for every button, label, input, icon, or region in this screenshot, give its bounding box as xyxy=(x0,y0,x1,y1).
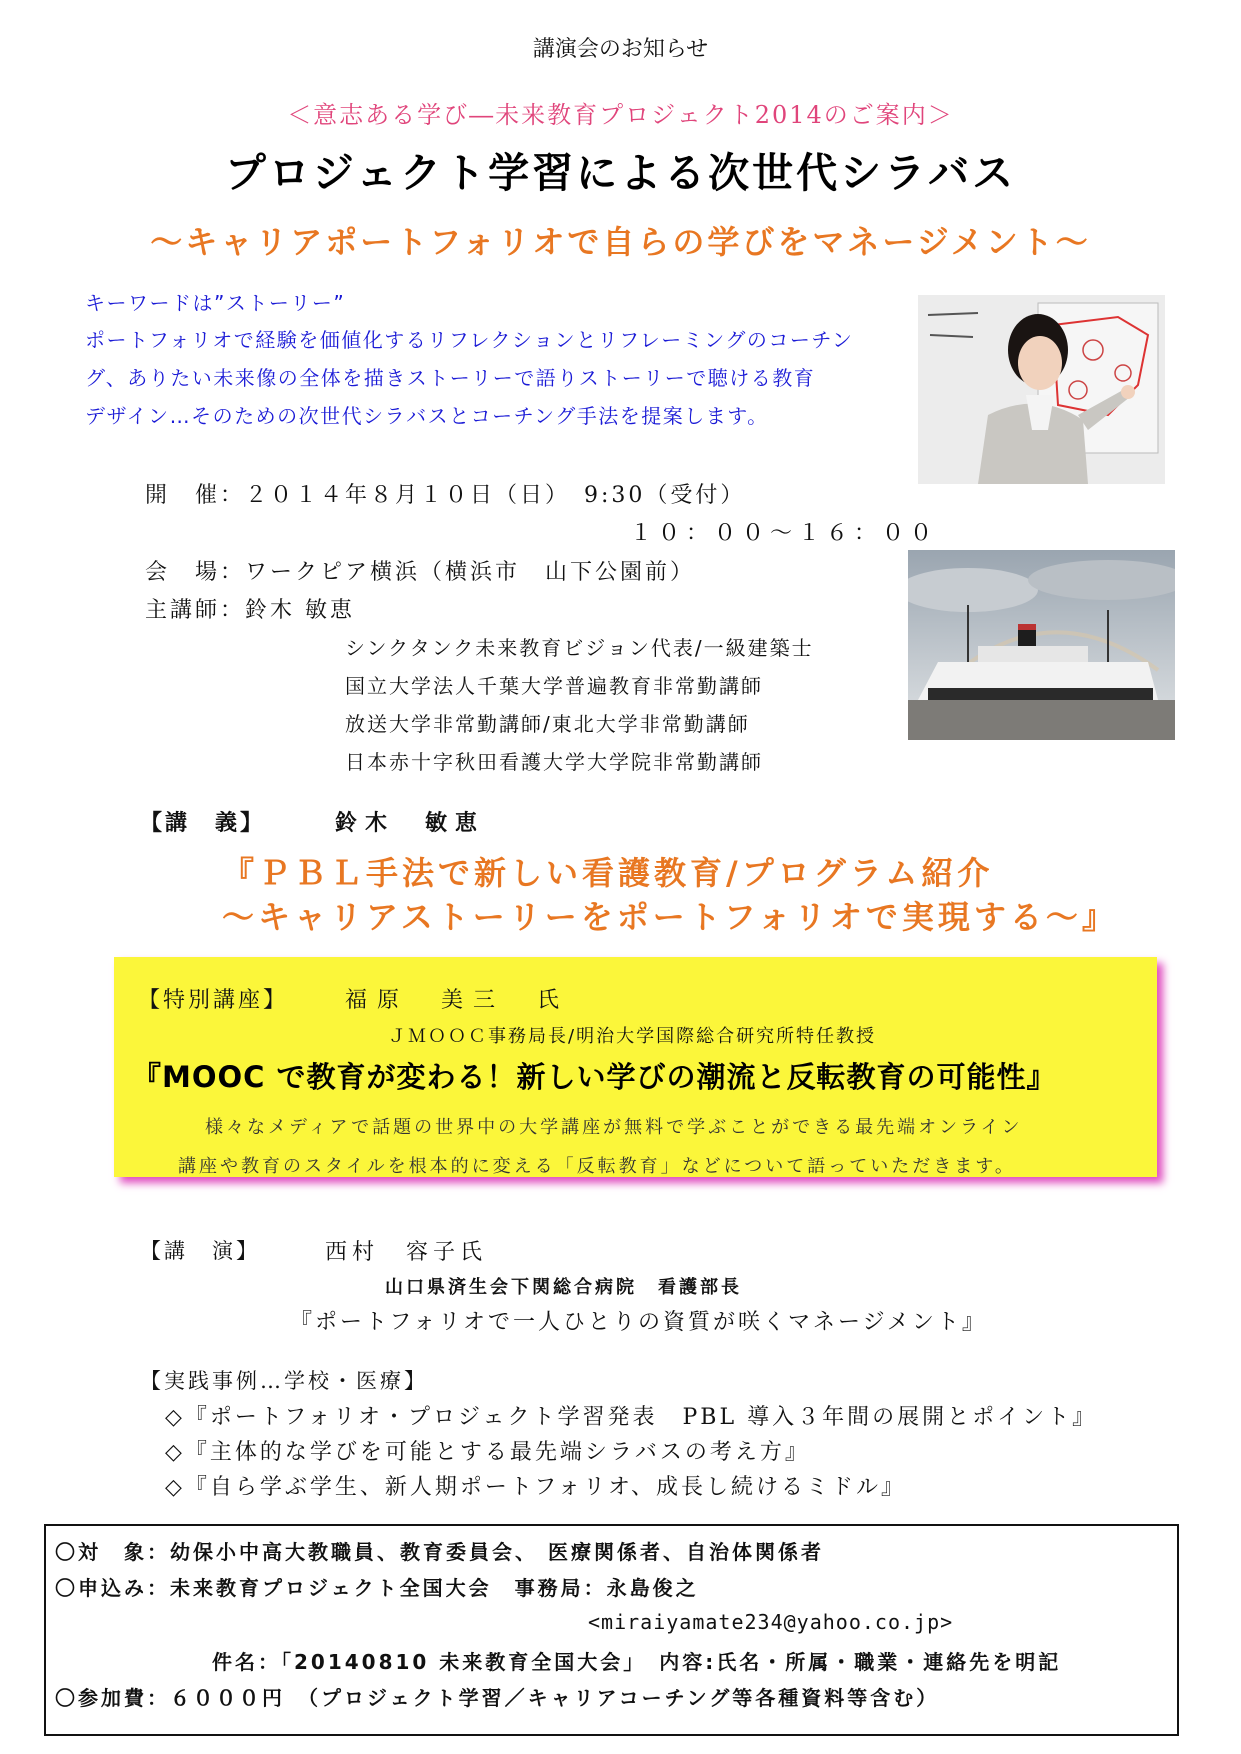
lecturer-credential: 放送大学非常勤講師/東北大学非常勤講師 xyxy=(345,712,750,736)
lecture-title-line1: 『ＰＢＬ手法で新しい看護教育/プログラム紹介 xyxy=(222,854,994,892)
talk-title: 『ポートフォリオで一人ひとりの資質が咲くマネージメント』 xyxy=(290,1310,987,1335)
lecture-speaker: 鈴木 敏恵 xyxy=(335,810,486,836)
main-lecturer: 主講師：鈴木 敏恵 xyxy=(145,598,355,623)
application-info: 〇申込み：未来教育プロジェクト全国大会 事務局：永島俊之 xyxy=(55,1576,699,1600)
special-course-title: 『MOOC で教育が変わる！新しい学びの潮流と反転教育の可能性』 xyxy=(132,1060,1057,1094)
special-course-description: 講座や教育のスタイルを根本的に変える「反転教育」などについて語っていただきます。 xyxy=(178,1156,1016,1177)
special-course-speaker: 福原 美三 氏 xyxy=(345,988,570,1013)
notice-title: 講演会のお知らせ xyxy=(532,37,709,62)
page-subtitle: ～キャリアポートフォリオで自らの学びをマネージメント～ xyxy=(150,223,1091,261)
cases-label: 【実践事例…学校・医療】 xyxy=(140,1369,428,1393)
event-date: 開 催：２０１４年８月１０日（日） 9:30（受付） xyxy=(145,483,746,508)
participation-fee: 〇参加費：６０００円 （プロジェクト学習／キャリアコーチング等各種資料等含む） xyxy=(55,1686,940,1710)
lecture-title-line2: ～キャリアストーリーをポートフォリオで実現する～』 xyxy=(222,898,1118,936)
page-title: プロジェクト学習による次世代シラバス xyxy=(224,149,1017,197)
event-venue: 会 場：ワークピア横浜（横浜市 山下公園前） xyxy=(145,560,696,585)
event-time: １０：００～１６：００ xyxy=(630,521,939,546)
case-item: ◇『ポートフォリオ・プロジェクト学習発表 PBL 導入３年間の展開とポイント』 xyxy=(165,1405,1098,1430)
guide-line: ＜意志ある学び―未来教育プロジェクト2014のご案内＞ xyxy=(287,101,954,129)
keyword-line: デザイン…そのための次世代シラバスとコーチング手法を提案します。 xyxy=(85,404,769,428)
keyword-line: グ、ありたい未来像の全体を描きストーリーで語りストーリーで聴ける教育 xyxy=(85,366,816,390)
target-audience: 〇対 象：幼保小中高大教職員、教育委員会、 医療関係者、自治体関係者 xyxy=(55,1540,824,1564)
keyword-title: キーワードは”ストーリー” xyxy=(85,291,346,315)
case-item: ◇『自ら学ぶ学生、新人期ポートフォリオ、成長し続けるミドル』 xyxy=(165,1475,906,1500)
lecturer-credential: シンクタンク未来教育ビジョン代表/一級建築士 xyxy=(345,636,814,660)
talk-label: 【講 演】 xyxy=(140,1239,260,1263)
ship-photo xyxy=(908,550,1175,740)
keyword-line: ポートフォリオで経験を価値化するリフレクションとリフレーミングのコーチン xyxy=(85,328,854,352)
lecturer-credential: 国立大学法人千葉大学普遍教育非常勤講師 xyxy=(345,674,763,698)
special-course-description: 様々なメディアで話題の世界中の大学講座が無料で学ぶことができる最先端オンライン xyxy=(205,1117,1023,1138)
lecturer-credential: 日本赤十字秋田看護大学大学院非常勤講師 xyxy=(345,750,763,774)
speaker-photo xyxy=(918,295,1165,484)
lecture-label: 【講 義】 xyxy=(140,810,266,836)
talk-affiliation: 山口県済生会下関総合病院 看護部長 xyxy=(385,1277,742,1298)
special-course-label: 【特別講座】 xyxy=(138,988,289,1013)
special-course-affiliation: ＪＭＯＯＣ事務局長/明治大学国際総合研究所特任教授 xyxy=(388,1026,877,1047)
case-item: ◇『主体的な学びを可能とする最先端シラバスの考え方』 xyxy=(165,1440,810,1465)
contact-email[interactable]: <miraiyamate234@yahoo.co.jp> xyxy=(588,1610,954,1634)
talk-speaker: 西村 容子氏 xyxy=(325,1240,488,1265)
email-subject-info: 件名：「20140810 未来教育全国大会」 内容:氏名・所属・職業・連絡先を明記 xyxy=(212,1650,1062,1674)
